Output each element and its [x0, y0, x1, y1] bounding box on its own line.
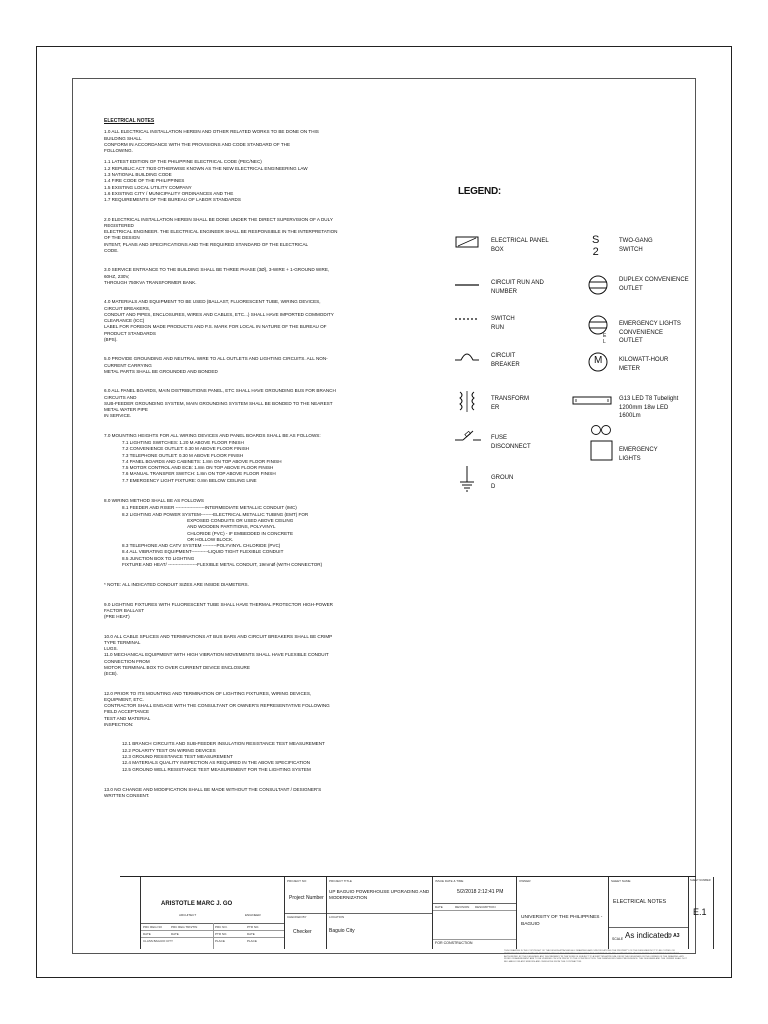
note-3: 3.0 SERVICE ENTRANCE TO THE BUILDING SHALL BE THREE PHASE (3Ø), 3-WIRE + 1-GROUND WIRE, 60HZ, 230V, THROUGH 750KVA TRANSFORMER BANK. [104, 267, 330, 285]
date-label-3: DATE [247, 932, 255, 936]
ground-icon [458, 466, 476, 494]
legend-transformer-label: TRANSFORM ER [491, 396, 529, 411]
owner-label: OWNER [519, 879, 531, 883]
project-title-label: PROJECT TITLE [329, 879, 352, 883]
kwh-meter-glyph: M [594, 355, 603, 366]
mounting-item: 7.3 TELEPHONE OUTLET: 0.30 M ABOVE FLOOR FINISH [122, 452, 244, 458]
circuit-breaker-icon [455, 348, 479, 362]
tubelight-icon [572, 396, 612, 406]
paper-size: @ A3 [667, 933, 680, 939]
note-7: 7.0 MOUNTING HEIGHTS FOR ALL WIRING DEVICES AND PANEL BOARDS SHALL BE AS FOLLOWS: [104, 432, 321, 438]
prc-no-label: PRC NO. [215, 925, 228, 929]
scale: As indicated [625, 931, 669, 940]
ptr-no-label-2: PTR NO. [215, 932, 228, 936]
description-col-label: DESCRIPTION [475, 905, 496, 909]
note-10-11: 10.0 ALL CABLE SPLICES AND TERMINATIONS AT BUS BARS AND CIRCUIT BREAKERS SHALL BE CRIMP TYPE TERMINAL LUGS. 11.0 MECHANICAL EQUIPMENT WITH HIGH VIBRATION MOVEMENTS SHALL HAVE FLEXIBLE CONDUIT CONNECTION FROM MOTOR TERMINAL BOX TO OVER CURRENT DEVICE ENCLOSURE (ECB). [104, 633, 333, 677]
legend-panel-box-label: ELECTRICAL PANEL BOX [491, 238, 549, 253]
date-col-label: DATE [435, 905, 443, 909]
note-8: 8.0 WIRING METHOD SHALL BE AS FOLLOWS [104, 498, 204, 504]
issue-cell [432, 877, 516, 949]
checker: Checker [293, 929, 312, 935]
circuit-run-icon [455, 282, 479, 288]
copyright-fine-print: THIS DRAWING IS THE COPYRIGHT OF THE DESIGN ATTACHED ALL DRAWINGS AND SPECIFICATIONS THE PROPERTY OF THE DESIGNER NOT TO BE COPIED OR REPRODUCED IN ANY FORM OR PREPARED ANY OF ANY DRAWINGS INCLUDING THE CONTRACT OR ANY COMPONENTS UNLESS THERE IS A WRITTEN AGREEMENT AUTHORIZED BY THE DESIGNER. ANY DISCREPANCY IN THE WORK IS SUBJECT TO A WRITTEN APPROVAL FROM THE DESIGNER OR THE OWNER OF THE DRAWING. ANY WORK OR AMENDMENT ARE TO BE VERIFIED ON SITE PRIOR TO THE CONSTRUCTION. THE DIMENSIONS TAKE PRECEDENCE. THE DESIGNER AND THE OWNER SHALL NOT BE LIABLE FOR ANY ERRORS AND OMISSIONS FROM THE CONTRACTOR. [504, 950, 687, 964]
date-label: DATE [143, 932, 151, 936]
sheet-name-label: SHEET NAME [611, 879, 631, 883]
notes-heading: ELECTRICAL NOTES [104, 118, 155, 124]
sheet-number: E.1 [693, 907, 707, 917]
legend-kwh-label: KILOWATT-HOUR METER [619, 357, 669, 372]
note-1-list: 1.1 LATEST EDITION OF THE PHILIPPINE ELECTRICAL CODE (PEC/NEC) 1.2 REPUBLIC ACT 7920 OTHERWISE KNOWN AS THE NEW ELECTRICAL ENGINEERING LAW 1.3 NATIONAL BUILDING CODE 1.4 FIRE CODE OF THE PHILIPPINES 1.5 EXISTING LOCAL UTILITY COMPANY 1.6 EXISTING CITY / MUNICIPALITY ORDINANCES AND THE 1.7 REQUIREMENTS OF THE BUREAU OF LABOR STANDARDS [104, 159, 308, 203]
note-2: 2.0 ELECTRICAL INSTALLATION HEREIN SHALL BE DONE UNDER THE DIRECT SUPERVISION OF A DULY REGISTERED ELECTRICAL ENGINEER. THE ELECTRICAL ENGINEER SHALL BE RESPONSIBLE IN THE INTERPRETATION OF THE DESIGN INTENT, PLANS AND SPECIFICATIONS AND THE REQUIRED STANDARD OF THE ELECTRICAL CODE. [104, 216, 338, 254]
conduit-note: * NOTE: ALL INDICATED CONDUIT SIZES ARE INSIDE DIAMETERS. [104, 582, 249, 588]
panel-box-icon [455, 236, 479, 248]
legend-circuit-run-label: CIRCUIT RUN AND NUMBER [491, 280, 544, 295]
test-item: 12.2 POLARITY TEST ON WIRING DEVICES [122, 747, 216, 753]
legend-duplex-label: DUPLEX CONVENIENCE OUTLET [619, 277, 689, 292]
architect-label: ARCHITECT [179, 913, 197, 917]
sheet-name: ELECTRICAL NOTES [613, 899, 667, 905]
location-label: LOCATION [329, 915, 345, 919]
emergency-lights-icon [590, 424, 614, 464]
designer-cell [140, 877, 284, 949]
test-list [104, 741, 340, 772]
mounting-item: 7.1 LIGHTING SWITCHES: 1.20 M ABOVE FLOOR FINISH [122, 439, 244, 445]
class-label: CLASS BAGUIO CITY [143, 939, 174, 943]
note-5: 5.0 PROVIDE GROUNDING AND NEUTRAL WIRE TO ALL OUTLETS AND LIGHTING CIRCUITS. ALL NON-CURRENT CARRYING METAL PARTS SHALL BE GROUNDED AND BONDED [104, 356, 328, 374]
checked-by-label: CHECKED BY [287, 915, 307, 919]
place-label: PLACE [215, 939, 225, 943]
note-9: 9.0 LIGHTING FIXTURES WITH FLUORESCENT TUBE SHALL HAVE THERMAL PROTECTOR HIGH-POWER FACTOR BALLAST (PRE HEAT) [104, 601, 333, 620]
project-no-label: PROJECT NO [287, 879, 307, 883]
test-item: 12.5 GROUND WELL RESISTANCE TEST MEASUREMENT FOR THE LIGHTING SYSTEM [122, 766, 311, 772]
wiring-methods: 8.1 FEEDER AND RISER -------------------INTERMEDIATE METALLIC CONDUIT (IMC) 8.2 LIGHTING AND POWER SYSTEM--------ELECTRICAL METALLIC TUBING (EMT) FOR EXPOSED CONDUITS OR USED ABOVE CEILING AND WOODEN PARTITIONS, POLYVINYL CHLORIDE (PVC) - IF EMBEDDED IN CONCRETE OR HOLLOW BLOCK. 8.3 TELEPHONE AND CATV SYSTEM ---------POLYVINYL CHLORIDE (PVC) 8.4 ALL VIBRATING EQUIPMENT-----------LIQUID TIGHT FLEXIBLE CONDUIT 8.5 JUNCTION BOX TO LIGHTING FIXTURE AND HEAT/ -------------------FLEXIBLE METAL CONDUIT, 19mmØ (WITH CONNECTOR) [122, 505, 323, 568]
place-label-2: PLACE [247, 939, 257, 943]
revision-col-label: REVISION [455, 905, 470, 909]
mounting-item: 7.4 PANEL BOARDS AND CABINETS: 1.8m ON TOP ABOVE FLOOR FINISH [122, 458, 282, 464]
mounting-list [104, 440, 340, 484]
switch-run-icon [455, 316, 479, 322]
duplex-outlet-icon [587, 274, 609, 296]
emergency-outlet-glyph: E L [603, 333, 607, 345]
note-12: 12.0 PRIOR TO ITS MOUNTING AND TERMINATION OF LIGHTING FIXTURES, WIRING DEVICES, EQUIPMENT, ETC. CONTRACTOR SHALL ENGAGE WITH THE CONSULTANT OR OWNER'S REPRESENTATIVE FOLLOWING FIELD ACCEPTANCE TEST AND MATERIAL INSPECTION: [104, 690, 330, 728]
note-13: 13.0 NO CHANGE AND MODIFICATION SHALL BE MADE WITHOUT THE CONSULTANT / DESIGNER'S WRITTEN CONSENT. [104, 786, 323, 799]
issue-date: 5/2/2018 2:12:41 PM [457, 889, 504, 895]
project-title-cell [326, 877, 432, 949]
legend-title: LEGEND: [458, 186, 501, 197]
legend-switch-run-label: SWITCH RUN [491, 316, 515, 331]
sheet-name-cell [608, 877, 688, 949]
legend-tubelight-label: G13 LED T8 Tubelight 1200mm 18w LED 1600Lm [619, 396, 679, 419]
note-6: 6.0 ALL PANEL BOARDS, MAIN DISTRIBUTIONS PANEL, ETC SHALL HAVE GROUNDING BUS FOR BRANCH CIRCUITS AND SUB-FEEDER GROUNDING SYSTEM, MAIN GROUNDING SYSTEM SHALL BE BONDED TO THE NEAREST METAL WATER PIPE IN SERVICE. [104, 388, 336, 419]
legend-fuse-label: FUSE DISCONNECT [491, 435, 531, 450]
title-block [120, 876, 711, 949]
owner: UNIVERSITY OF THE PHILIPPINES - BAGUIO [521, 915, 603, 927]
date-label-2: DATE [171, 932, 179, 936]
engineer-label: ENGINEER [245, 913, 261, 917]
transformer-icon [455, 390, 479, 414]
project-title: UP BAGUIO POWERHOUSE UPGRADING AND MODERNIZATION [329, 889, 430, 900]
project-number: Project Number [289, 895, 324, 901]
fuse-disconnect-icon [455, 428, 481, 444]
status: FOR CONSTRUCTION [435, 941, 473, 945]
legend-emergency-outlet-label: EMERGENCY LIGHTS CONVENIENCE OUTLET [619, 321, 681, 344]
owner-cell [516, 877, 608, 949]
mounting-item: 7.7 EMERGENCY LIGHT FIXTURE: 0.8m BELOW CEILING LINE [122, 477, 257, 483]
two-gang-switch-icon: S 2 [592, 234, 600, 258]
prc-reg-label: PRC REG NO [143, 925, 163, 929]
issue-label: ISSUE DATE & TIME [435, 879, 464, 883]
legend-two-gang-label: TWO-GANG SWITCH [619, 238, 653, 253]
note-4: 4.0 MATERIALS AND EQUIPMENT TO BE USED (BALLAST, FLUORESCENT TUBE, WIRING DEVICES, CIRCUIT BREAKERS, CONDUIT AND PIPES, ENCLOSURES, WIRES AND CABLES, ETC...) SHALL HAVE IMPORTED COMMODITY CLEARANCE (ICC) LABEL FOR FOREIGN MADE PRODUCTS AND P.S. MARK FOR LOCAL IN NATURE OF THE BUREAU OF PRODUCT STANDARDS (BPS). [104, 299, 334, 343]
electrical-notes [104, 118, 340, 804]
designer-name: ARISTOTLE MARC J. GO [161, 901, 233, 907]
prc-tin-label: PRC REG TRN/TIN [171, 925, 198, 929]
ptr-no-label: PTR NO. [247, 925, 260, 929]
legend-emergency-lights-label: EMERGENCY LIGHTS [619, 447, 658, 462]
sheet-number-cell [688, 877, 714, 949]
location: Baguio City [329, 928, 355, 934]
project-number-cell [284, 877, 326, 949]
note-1: 1.0 ALL ELECTRICAL INSTALLATION HEREIN AND OTHER RELATED WORKS TO BE DONE ON THIS BUILDING SHALL CONFORM IN ACCORDANCE WITH THE PROVISIONS AND CODE STANDARD OF THE FOLLOWING. [104, 129, 319, 154]
mounting-item: 7.5 MOTOR CONTROL AND ECB: 1.8m ON TOP ABOVE FLOOR FINISH [122, 465, 274, 471]
mounting-item: 7.6 MANUAL TRANSFER SWITCH: 1.8m ON TOP ABOVE FLOOR FINISH [122, 471, 276, 477]
scale-label: SCALE [612, 937, 624, 941]
legend-ground-label: GROUN D [491, 475, 514, 490]
test-item: 12.3 GROUND RESISTANCE TEST MEASUREMENT [122, 753, 233, 759]
sheet-number-label: SHEET NUMBER [690, 879, 711, 882]
test-item: 12.4 MATERIALS QUALITY INSPECTION AS REQUIRED IN THE ABOVE SPECIFICATION [122, 760, 311, 766]
legend-circuit-breaker-label: CIRCUIT BREAKER [491, 353, 520, 368]
mounting-item: 7.2 CONVENIENCE OUTLET: 0.30 M ABOVE FLOOR FINISH [122, 446, 250, 452]
test-item: 12.1 BRANCH CIRCUITS AND SUB-FEEDER INSULATION RESISTANCE TEST MEASUREMENT [122, 741, 325, 747]
